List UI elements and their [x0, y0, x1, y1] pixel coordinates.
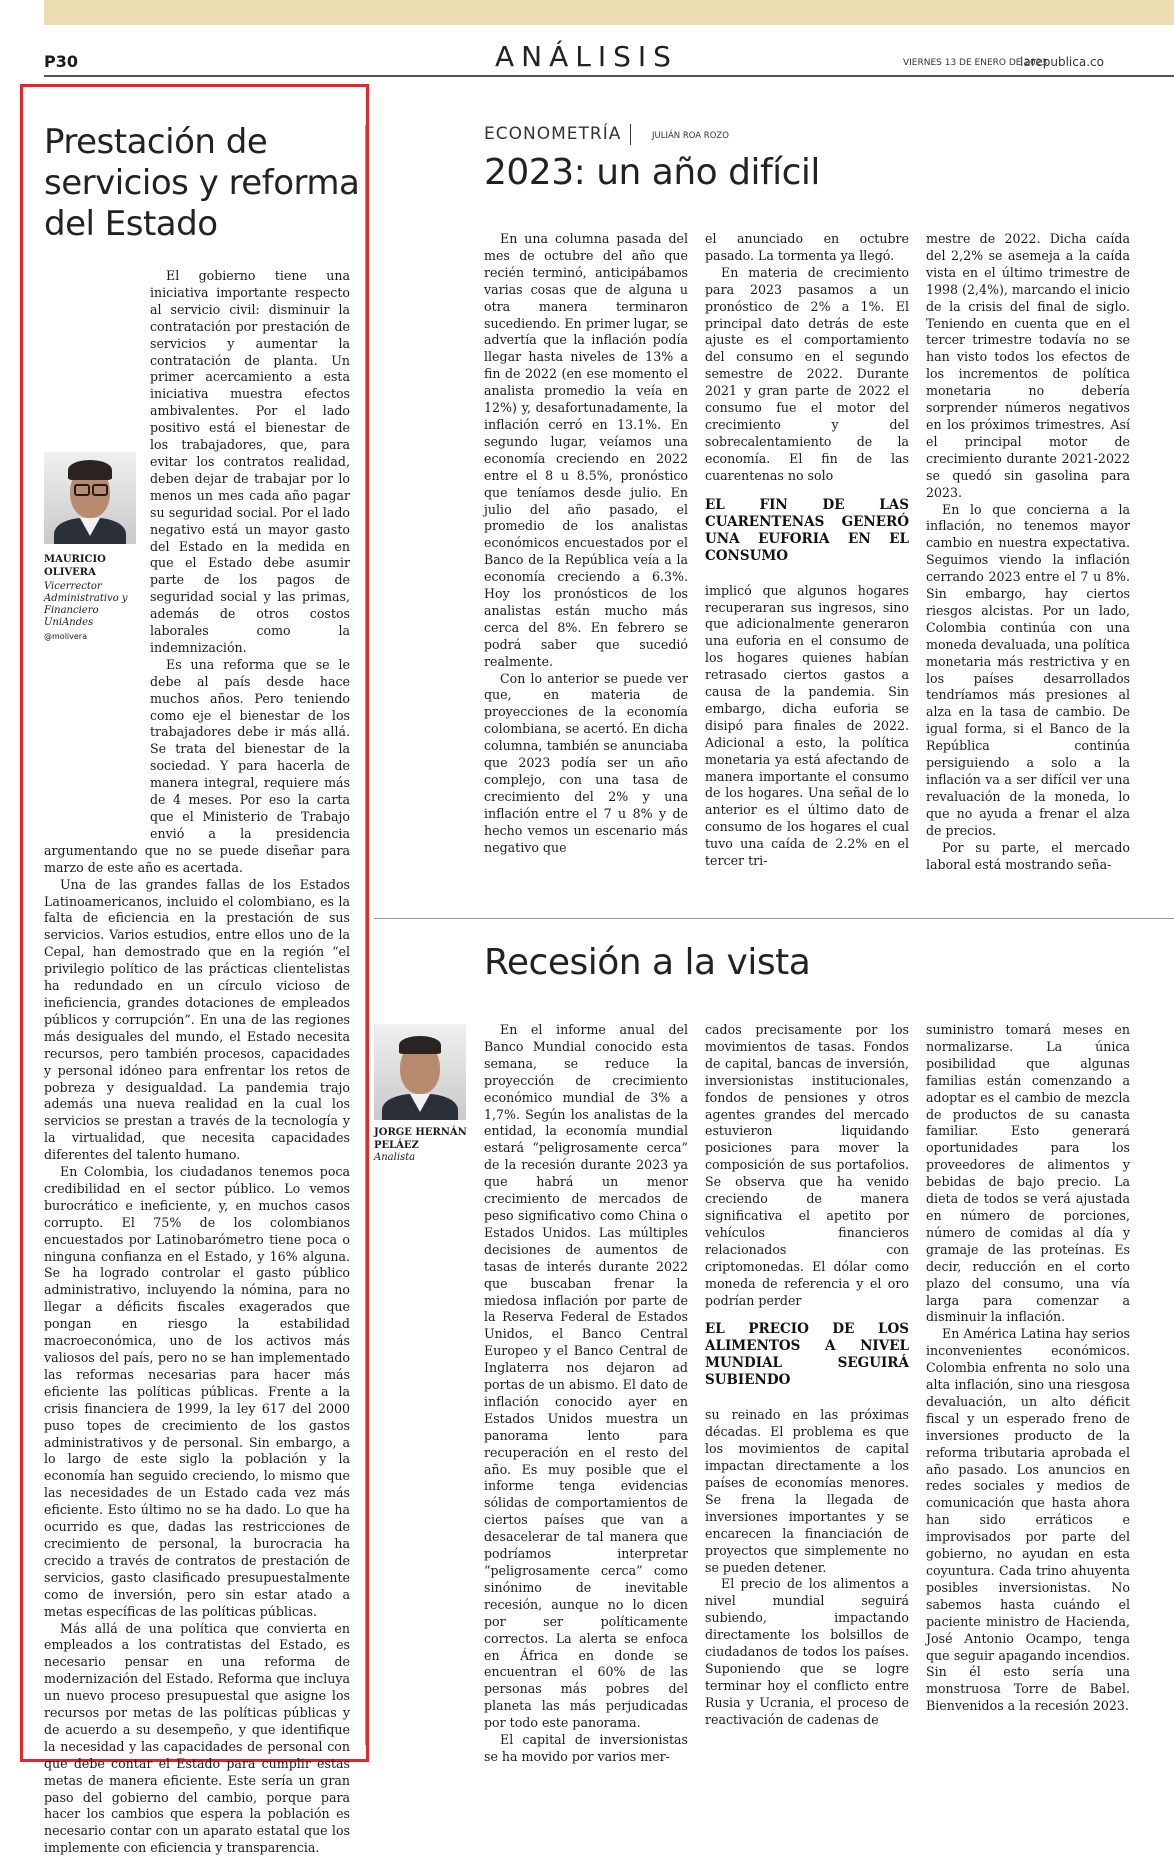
article1-column-1 [484, 231, 688, 857]
paragraph: Más allá de una política que convierta en empleados a los contratistas del Estado, es necesario pensar en una reforma de modernización del Estado. Reforma que incluya un nuevo proceso presupuestal que asigne los recursos por metas de las políticas públicas y de acuerdo a su desempeño, y que identifique la necesidad y las capacidades de personal con que debe contar el Estado para cumplir estas metas de manera eficiente. Este sería un gran paso del gobierno del cambio, porque para hacer los cambios que espera la población es necesario contar con un aparato estatal que los implemente con eficiencia y transparencia. [44, 1621, 350, 1857]
top-color-band [44, 0, 1174, 25]
article1-column-2 [705, 231, 909, 870]
page-number: P30 [44, 52, 78, 71]
author-byline-pelaez [374, 1126, 472, 1163]
article2-column-2 [705, 1022, 909, 1729]
paragraph: el anunciado en octubre pasado. La tormenta ya llegó. [705, 231, 909, 265]
paragraph: En el informe anual del Banco Mundial conocido esta semana, se reduce la proyección de crecimiento económico mundial de 3% a 1,7%. Según los analistas de la entidad, la economía mundial estará “peligrosamente cerca” de la recesión durante 2023 ya que habrá un menor crecimiento de mercados de peso significativo como China o Estados Unidos. Las múltiples decisiones de aumentos de tasas de interés durante 2022 que buscaban frenar la miedosa inflación por parte de la Reserva Federal de Estados Unidos, el Banco Central Europeo y el Banco Central de Inglaterra nos dejaron ad portas de un abismo. El dato de inflación conocido ayer en Estados Unidos muestra un panorama lento para recuperación en el resto del año. Es muy posible que el informe tenga evidencias sólidas de comportamientos de ciertos países que van a desacelerar de tal manera que podríamos interpretar “peligrosamente cerca” como sinónimo de inevitable recesión, aunque no lo dicen por ser políticamente correctos. La alerta se enfoca en África en donde se encuentran el 60% de las personas más pobres del planeta las más perjudicadas por todo este panorama. [484, 1022, 688, 1732]
section-title: ANÁLISIS [495, 40, 678, 73]
header-rule [44, 75, 1174, 77]
paragraph: El precio de los alimentos a nivel mundial seguirá subiendo, impactando directamente los bolsillos de ciudadanos de todos los países. Suponiendo que se logre terminar hoy el conflicto entre Rusia y Ucrania, el proceso de reactivación de cadenas de [705, 1576, 909, 1728]
article-kicker: ECONOMETRÍA [484, 124, 621, 144]
paragraph: El capital de inversionistas se ha movido por varios mer- [484, 1732, 688, 1766]
paragraph: En Colombia, los ciudadanos tenemos poca credibilidad en el sector público. Lo vemos burocrático e ineficiente, y, en muchos casos corrupto. El 75% de los colombianos encuestados por Latinobarómetro tiene poca o ninguna confianza en el Estado, y 16% alguna. Se ha logrado controlar el gasto público administrativo, incluyendo la nómina, para no llegar a déficits fiscales exagerados que pongan en riesgo la estabilidad macroeconómica, uno de los activos más valiosos del país, pero no se han implementado las reformas necesarias para hacer más eficiente las políticas públicas. Frente a la crisis financiera de 1999, la ley 617 del 2000 puso topes de crecimiento de los gastos administrativos y de personal. Sin embargo, a lo largo de este siglo la población y la economía han seguido creciendo, lo mismo que las necesidades de un Estado cada vez más eficiente. Esto último no se ha dado. Lo que ha ocurrido es que, dadas las restricciones de crecimiento de personal, la burocracia ha crecido a través de contratos de prestación de servicios, gasto clasificado presupuestalmente como de inversión, pero sin estar atado a metas específicas de las políticas públicas. [44, 1164, 350, 1620]
pull-quote: EL FIN DE LAS CUARENTENAS GENERÓ UNA EUFORIA EN EL CONSUMO [705, 497, 909, 565]
pull-quote: EL PRECIO DE LOS ALIMENTOS A NIVEL MUNDIAL SEGUIRÁ SUBIENDO [705, 1321, 909, 1389]
paragraph: cados precisamente por los movimientos de tasas. Fondos de capital, bancas de inversión, inversionistas institucionales, fondos de pensiones y otros agentes grandes del mercado estuvieron liquidando posiciones para mover la composición de sus portafolios. Se observa que ha venido creciendo de manera significativa el apetito por vehículos financieros relacionados con criptomonedas. El dólar como moneda de referencia y el oro podrían perder [705, 1022, 909, 1309]
kicker-separator [630, 124, 631, 145]
paragraph: Una de las grandes fallas de los Estados Latinoamericanos, incluido el colombiano, es la falta de eficiencia en la prestación de sus servicios. Varios estudios, entre ellos uno de la Cepal, han demostrado que en la región “el privilegio político de las prácticas clientelistas ha redundado en un círculo vicioso de ineficiencia, grandes dotaciones de empleados públicos y corrupción”. En una de las regiones más desiguales del mundo, el Estado necesita recursos, pero también procesos, capacidades y personal idóneo para enfrentar los retos de pobreza y desigualdad. La pandemia trajo además una nueva realidad en la cual los servicios se prestan a través de la tecnología y la virtualidad, que necesita capacidades diferentes del talento humano. [44, 877, 350, 1164]
left-column-body [44, 268, 350, 1857]
article2-column-1 [484, 1022, 688, 1766]
author-name: MAURICIO OLIVERA [44, 553, 139, 579]
issue-date: VIERNES 13 DE ENERO DE 2023 [903, 58, 1047, 68]
paragraph: Por su parte, el mercado laboral está mostrando seña- [926, 840, 1130, 874]
photo-wrap-spacer [44, 444, 150, 834]
paragraph: implicó que algunos hogares recuperaran sus ingresos, sino que adicionalmente generaron una euforia en el consumo de los hogares quienes habían retrasado ciertos gastos a causa de la pandemia. Sin embargo, dicha euforia se disipó para finales de 2022. Adicional a esto, la política monetaria ya está afectando de manera importante el consumo de los hogares. Una señal de lo anterior es el último dato de consumo de los hogares el cual tuvo una caída de 2.2% en el tercer tri- [705, 583, 909, 870]
paragraph: suministro tomará meses en normalizarse. La única posibilidad que algunas familias están comenzando a adoptar es el cambio de mezcla de productos de su canasta familiar. Esto generará oportunidades para los proveedores de alimentos y bebidas de bajo precio. La dieta de todos se verá ajustada en número de porciones, número de comidas al día y gramaje de las proteínas. Es decir, reducción en el corto plazo del consumo, una vía larga para comenzar a disminuir la inflación. [926, 1022, 1130, 1326]
paragraph: Es una reforma que se le debe al país desde hace muchos años. Pero teniendo como eje el bienestar de los trabajadores debe ir más allá. Se trata del bienestar de la sociedad. Y para hacerla de manera integral, requiere más de 4 meses. Por eso la carta que el Ministerio de Trabajo envió a la presidencia argumentando que no se puede diseñar para marzo de este año es acertada. [44, 657, 350, 877]
article-separator [374, 918, 1174, 919]
author-handle[interactable]: @molivera [44, 632, 139, 641]
article-title: 2023: un año difícil [484, 152, 820, 193]
author-name: JORGE HERNÁN PELÁEZ [374, 1126, 472, 1152]
paragraph: su reinado en las próximas décadas. El problema es que los movimientos de capital impactan directamente a los países de economías menores. Se frena la llegada de inversiones importantes y se encarecen la financiación de proyectos que simplemente no se pueden detener. [705, 1407, 909, 1576]
paragraph: En materia de crecimiento para 2023 pasamos a un pronóstico de 2% a 1%. El principal dato detrás de este ajuste es el comportamiento del consumo en el segundo semestre de 2022. Durante 2021 y gran parte de 2022 el consumo fue el motor del crecimiento y del sobrecalentamiento de la economía. El fin de las cuarentenas no solo [705, 265, 909, 485]
paragraph: El gobierno tiene una iniciativa importante respecto al servicio civil: disminuir la contratación por prestación de servicios y aumentar la contratación de planta. Un primer acercamiento a esta iniciativa muestra efectos ambivalentes. Por el lado positivo está el bienestar de los trabajadores, que, para evitar los contratos realidad, deben dejar de trabajar por lo menos un mes cada año pagar su seguridad social. Por el lado negativo está un mayor gasto del Estado en la medida en que el Estado debe asumir parte de los pagos de seguridad social y las primas, además de otros costos laborales como la indemnización. [44, 268, 350, 657]
site-url[interactable]: larepublica.co [1020, 55, 1104, 69]
left-column-title: Prestación de servicios y reforma del Estado [44, 122, 364, 245]
paragraph: En una columna pasada del mes de octubre del año que recién terminó, anticipábamos varias cosas que de alguna u otra manera terminaron sucediendo. En primer lugar, se advertía que la inflación podía llegar hasta niveles de 13% a fin de 2022 (en ese momento el analista promedio la veía en 12%) y, desafortunadamente, la inflación cerró en 13.1%. En segundo lugar, veíamos una economía creciendo en 2022 entre el 8 u 8.5%, pronóstico que teníamos desde julio. En julio del año pasado, el promedio de los analistas económicos encuestados por el Banco de la República veía a la economía creciendo a 6.3%. Hoy los pronósticos de los analistas están mucho más cerca del 8%. En febrero se podrá saber que sucedió realmente. [484, 231, 688, 671]
paragraph: Con lo anterior se puede ver que, en materia de proyecciones de la economía colombiana, se acertó. En dicha columna, también se anunciaba que 2023 podía ser un año complejo, con una tasa de crecimiento del 2% y una inflación entre el 7 u 8% y de hecho vemos un escenario más negativo que [484, 671, 688, 857]
article1-column-3 [926, 231, 1130, 873]
article-title: Recesión a la vista [484, 942, 810, 983]
author-photo-pelaez [374, 1024, 466, 1120]
article2-column-3 [926, 1022, 1130, 1715]
author-role: Analista [374, 1152, 472, 1163]
paragraph: En lo que concierna a la inflación, no tenemos mayor cambio en nuestra expectativa. Seguimos viendo la inflación cerrando 2023 entre el 7 u 8%. Sin embargo, hay ciertos riesgos alcistas. Por un lado, Colombia continúa con una moneda devaluada, una política monetaria más restrictiva y en los países desarrollados tendríamos más presiones al alza en la tasa de cambio. De igual forma, si el Banco de la República continúa persiguiendo a solo a la inflación va a ser difícil ver una revaluación de la moneda, lo que no ayuda a frenar el alza de precios. [926, 502, 1130, 840]
author-role: Vicerrector Administrativo y Financiero UniAndes [44, 581, 139, 629]
paragraph: mestre de 2022. Dicha caída del 2,2% se asemeja a la caída vista en el último trimestre de 1998 (2,4%), marcando el inicio de la crisis del final de siglo. Teniendo en cuenta que en el tercer trimestre todavía no se han visto todos los efectos de los incrementos de política monetaria no debería sorprender números negativos en los próximos trimestres. Así el principal motor de crecimiento durante 2021-2022 se quedó sin gasolina para 2023. [926, 231, 1130, 502]
column-divider [365, 125, 366, 1745]
article-author: JULIÁN ROA ROZO [652, 131, 729, 141]
paragraph: En América Latina hay serios inconvenientes económicos. Colombia enfrenta no solo una alta inflación, sino una riesgosa devaluación, un alto déficit fiscal y un esperado freno de inversiones producto de la reforma tributaria aprobada el año pasado. Los anuncios en redes sociales y medios de comunicación que hasta ahora han sido erráticos e improvisados por parte del gobierno, no ayudan en esta coyuntura. Cada trino ahuyenta posibles inversionistas. No sabemos hasta cuándo el paciente ministro de Hacienda, José Antonio Ocampo, tenga que seguir apagando incendios. Sin él esto sería una monstruosa Torre de Babel. Bienvenidos a la recesión 2023. [926, 1326, 1130, 1715]
